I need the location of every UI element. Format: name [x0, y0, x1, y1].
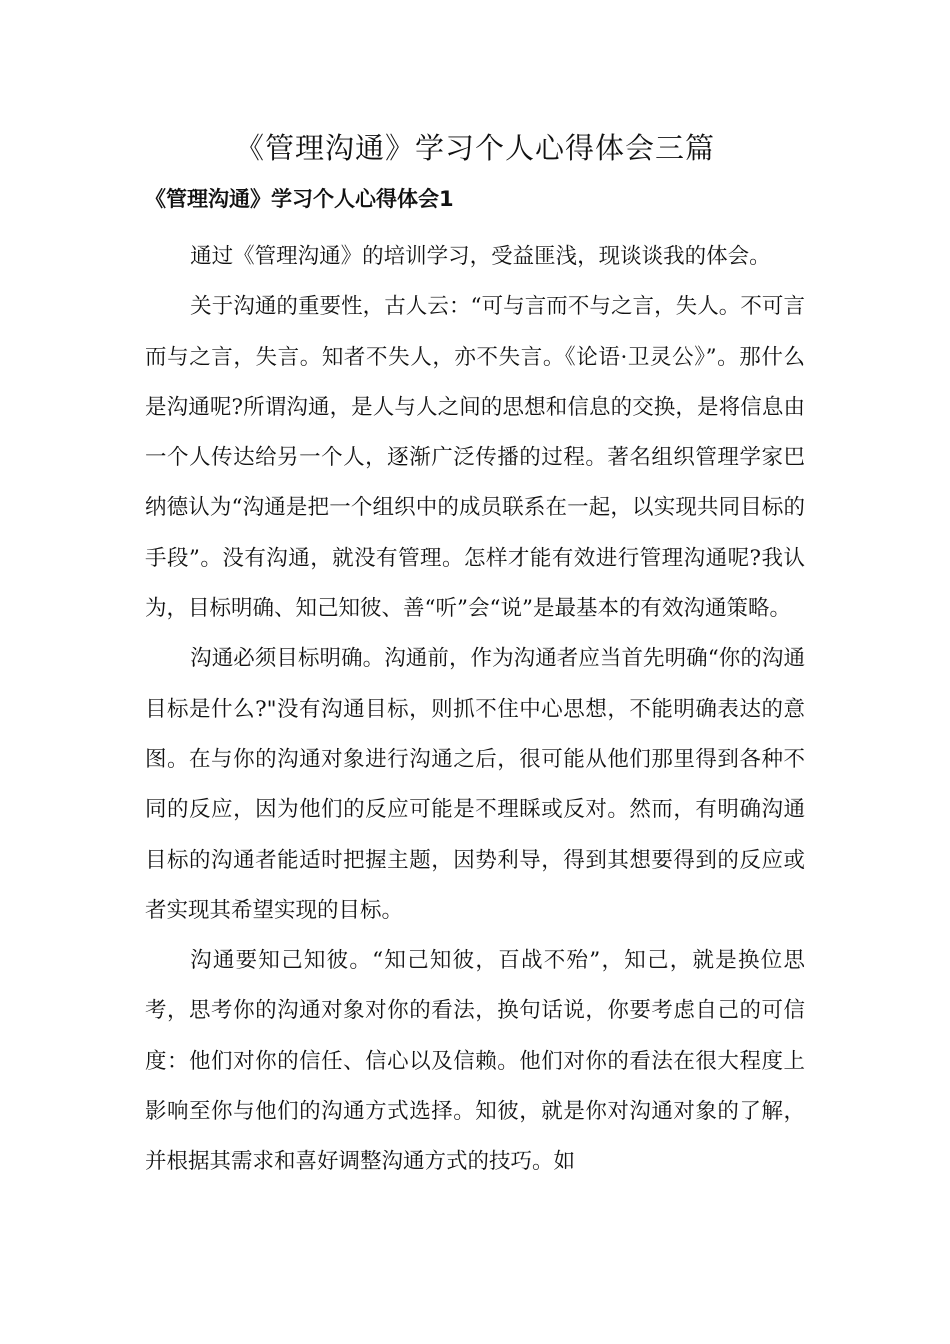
paragraph-1: 通过《管理沟通》的培训学习，受益匪浅，现谈谈我的体会。 — [190, 244, 771, 269]
paragraph-4: 沟通要知己知彼。“知己知彼，百战不殆”，知己，就是换位思考，思考你的沟通对象对你的看法，换句话说，你要考虑自己的可信度：他们对你的信任、信心以及信赖。他们对你的看法在很大程度上影响至你与他们的沟通方式选择。知彼，就是你对沟通对象的了解，并根据其需求和喜好调整沟通方式的技巧。如 — [145, 948, 805, 1175]
document-body — [145, 232, 805, 1188]
section-heading: 《管理沟通》学习个人心得体会1 — [145, 187, 454, 211]
paragraph-3: 沟通必须目标明确。沟通前，作为沟通者应当首先明确“你的沟通目标是什么?"没有沟通目标，则抓不住中心思想，不能明确表达的意图。在与你的沟通对象进行沟通之后，很可能从他们那里得到各种不同的反应，因为他们的反应可能是不理睬或反对。然而，有明确沟通目标的沟通者能适时把握主题，因势利导，得到其想要得到的反应或者实现其希望实现的目标。 — [145, 646, 805, 923]
paragraph-2: 关于沟通的重要性，古人云：“可与言而不与之言，失人。不可言而与之言，失言。知者不失人，亦不失言。《论语·卫灵公》”。那什么是沟通呢?所谓沟通，是人与人之间的思想和信息的交换，是将信息由一个人传达给另一个人，逐渐广泛传播的过程。著名组织管理学家巴纳德认为“沟通是把一个组织中的成员联系在一起，以实现共同目标的手段”。没有沟通，就没有管理。怎样才能有效进行管理沟通呢?我认为，目标明确、知己知彼、善“听”会“说”是最基本的有效沟通策略。 — [145, 294, 805, 622]
document-title: 《管理沟通》学习个人心得体会三篇 — [234, 131, 715, 165]
